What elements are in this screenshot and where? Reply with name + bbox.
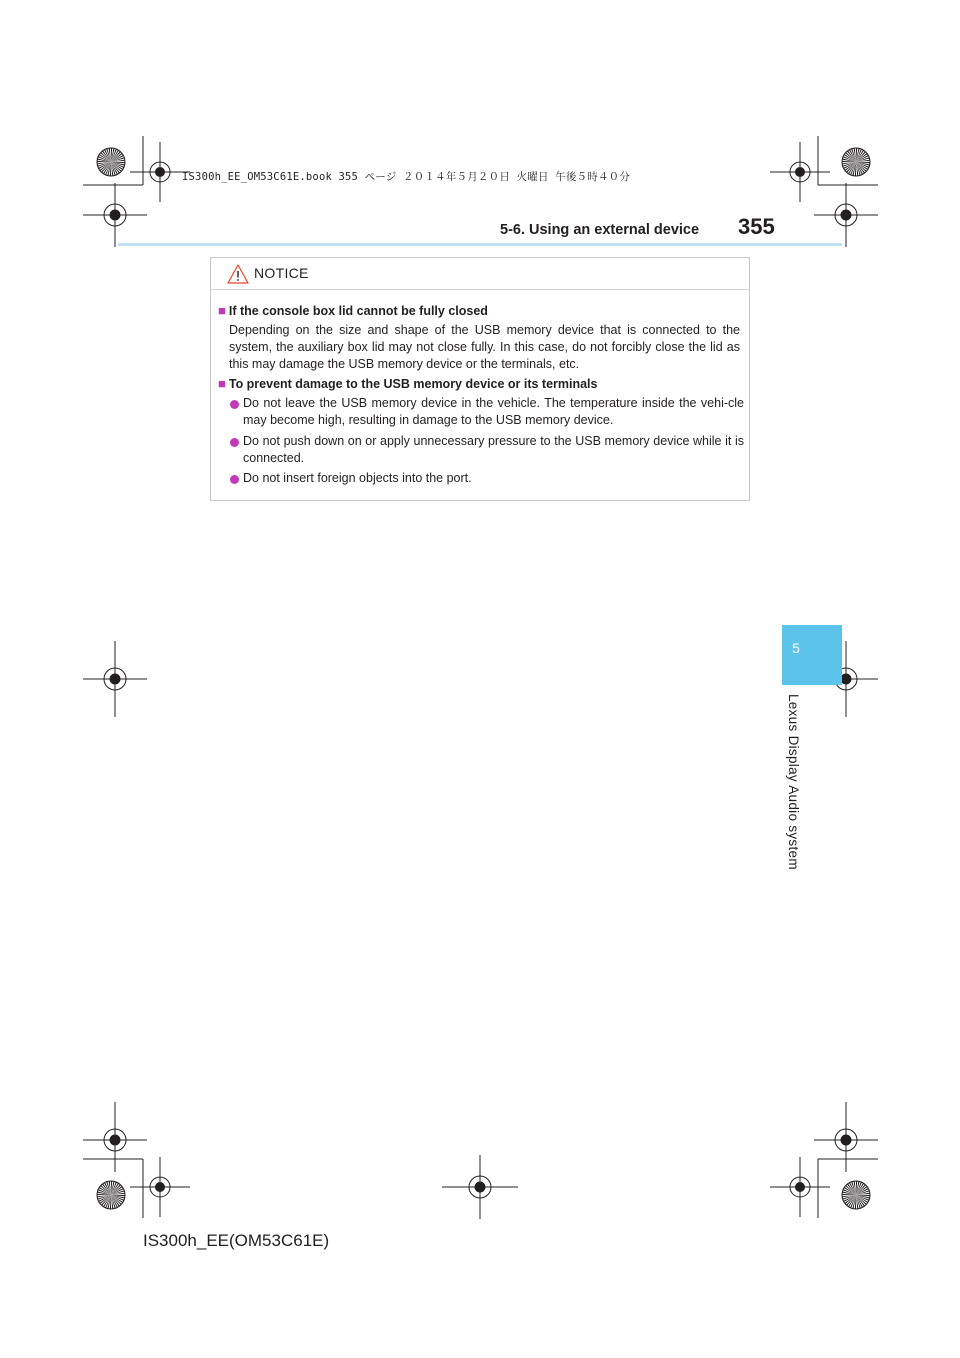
chapter-tab-number: 5 <box>792 640 800 656</box>
notice-header <box>211 258 749 290</box>
bullet-dot-icon <box>230 400 239 409</box>
page-number: 355 <box>738 214 775 239</box>
section-heading-console-lid <box>218 303 738 319</box>
registration-mark-top-right-outer <box>846 215 847 216</box>
star-target-top-right <box>856 162 857 163</box>
square-bullet-icon: ■ <box>218 376 226 391</box>
bullet-dot-icon <box>230 438 239 447</box>
registration-mark-top-left-inner <box>160 172 161 173</box>
registration-mark-bottom-right-outer <box>846 1140 847 1141</box>
notice-box <box>210 257 750 501</box>
star-target-bottom-right <box>856 1195 857 1196</box>
square-bullet-icon: ■ <box>218 303 226 318</box>
warning-icon <box>227 264 249 284</box>
registration-mark-mid-right <box>846 679 847 680</box>
bullet-item: Do not leave the USB memory device in the vehicle. The temperature inside the vehi-cle may become high, resulting in damage to the USB memory device. <box>243 396 744 427</box>
chapter-side-label: Lexus Display Audio system <box>786 694 801 870</box>
section-heading-usb-damage <box>218 376 738 392</box>
header-rule <box>118 243 842 246</box>
section-body-console-lid: Depending on the size and shape of the USB memory device that is connected to the system, the auxiliary box lid may not close fully. In this case, do not forcibly close the lid as this may damage the USB memory device or the terminals, etc. <box>229 323 740 371</box>
registration-mark-mid-left <box>115 679 116 680</box>
bullet-item: Do not insert foreign objects into the port. <box>243 471 472 485</box>
footer-code: IS300h_EE(OM53C61E) <box>143 1231 330 1250</box>
registration-mark-top-left-outer <box>115 215 116 216</box>
registration-mark-top-right-inner <box>800 172 801 173</box>
registration-mark-bottom-left-outer <box>115 1140 116 1141</box>
section-heading-text: To prevent damage to the USB memory device or its terminals <box>228 377 598 391</box>
section-title: 5-6. Using an external device <box>500 222 700 238</box>
section-heading-text: If the console box lid cannot be fully closed <box>228 304 488 318</box>
registration-mark-bottom-center <box>480 1187 481 1188</box>
bullet-item: Do not push down on or apply unnecessary pressure to the USB memory device while it is connected. <box>243 434 744 465</box>
notice-title: NOTICE <box>254 265 309 281</box>
registration-mark-bottom-right-inner <box>800 1187 801 1188</box>
star-target-bottom-left <box>111 1195 112 1196</box>
bullet-dot-icon <box>230 475 239 484</box>
registration-mark-bottom-left-inner <box>160 1187 161 1188</box>
print-info: IS300h_EE_OM53C61E.book 355 ページ ２０１４年５月２０日 火曜日 午後５時４０分 <box>182 171 631 183</box>
star-target-top-left <box>111 162 112 163</box>
